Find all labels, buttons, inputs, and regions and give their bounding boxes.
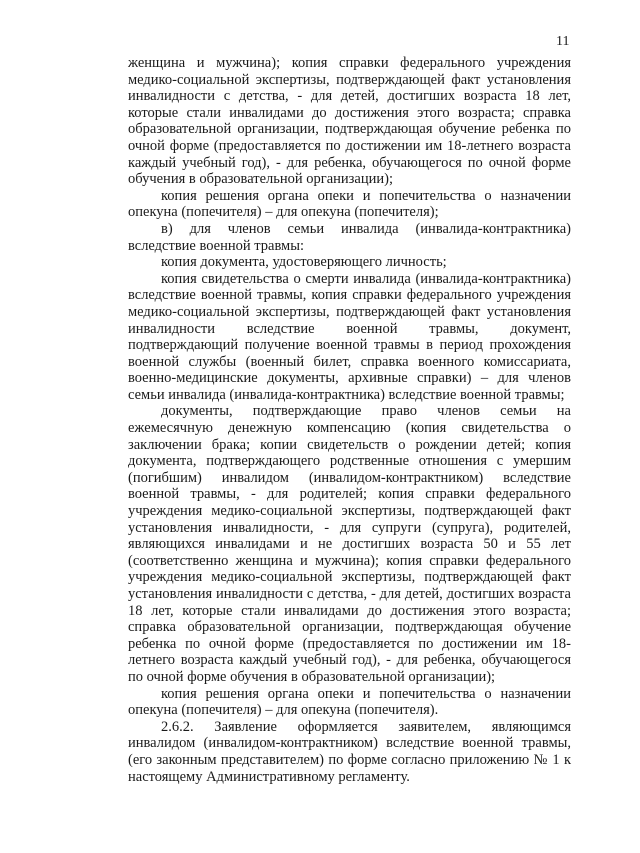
paragraph-death-certificate: копия свидетельства о смерти инвалида (инвалида-контрактника) вследствие военной травмы, копия справки федерального учреждения медико-социальной экспертизы, подтверждающей факт установления инвалидности вследствие военной травмы, документ, подтверждающий получение военной травмы в период прохождения военной службы (военный билет, справка военного комиссариата, военно-медицинские документы, архивные справки) – для членов семьи инвалида (инвалида-контрактника) вследствие военной травмы;	[128, 270, 571, 403]
paragraph-section-2-6-2: 2.6.2. Заявление оформляется заявителем, являющимся инвалидом (инвалидом-контрактником) вследствие военной травмы, (его законным представителем) по форме согласно приложению № 1 к настоящему Административному регламенту.	[128, 718, 571, 785]
paragraph-family-members-heading: в) для членов семьи инвалида (инвалида-контрактника) вследствие военной травмы:	[128, 220, 571, 254]
paragraph-continuation: женщина и мужчина); копия справки федерального учреждения медико-социальной экспертизы, подтверждающей факт установления инвалидности с детства, - для детей, достигших возраста 18 лет, которые стали инвалидами до достижения этого возраста; справка образовательной организации, подтверждающая обучение ребенка по очной форме (предоставляется по достижении им 18-летнего возраста каждый учебный год), - для ребенка, обучающегося по очной форме обучения в образовательной организации);	[128, 55, 571, 188]
paragraph-family-right-documents: документы, подтверждающие право членов семьи на ежемесячную денежную компенсацию (копия свидетельства о заключении брака; копии свидетельств о рождении детей; копия документа, подтверждающего родственные отношения с умершим (погибшим) инвалидом (инвалидом-контрактником) вследствие военной травмы, - для родителей; копия справки федерального учреждения медико-социальной экспертизы, подтверждающей факт установления инвалидности, - для супруги (супруга), родителей, являющихся инвалидами и не достигших возраста 50 и 55 лет (соответственно женщина и мужчина); копия справки федерального учреждения медико-социальной экспертизы, подтверждающей факт установления инвалидности с детства, - для детей, достигших возраста 18 лет, которые стали инвалидами до достижения этого возраста; справка образовательной организации, подтверждающая обучение ребенка по очной форме (предоставляется по достижении им 18-летнего возраста каждый учебный год), - для ребенка, обучающегося по очной форме обучения в образовательной организации);	[128, 403, 571, 685]
paragraph-guardian-copy-final: копия решения органа опеки и попечительства о назначении опекуна (попечителя) – для опекуна (попечителя).	[128, 685, 571, 719]
body-text	[128, 55, 571, 785]
paragraph-guardian-copy: копия решения органа опеки и попечительства о назначении опекуна (попечителя) – для опекуна (попечителя);	[128, 187, 571, 221]
page-number: 11	[556, 34, 570, 49]
paragraph-identity-document: копия документа, удостоверяющего личность;	[161, 254, 447, 271]
